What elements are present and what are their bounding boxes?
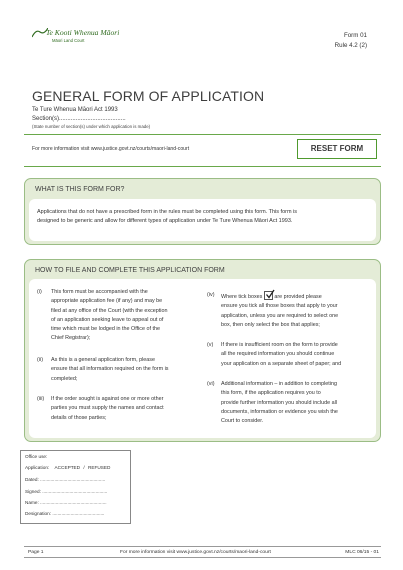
form-number: Form 01 [343,32,367,39]
court-logo [34,28,119,43]
form-number-block [335,31,367,50]
page-footer [24,546,381,558]
divider-bottom [24,166,381,167]
section-field[interactable]: Section(s)........................................ [32,115,126,122]
tick-box-example [264,291,273,300]
what-line: Applications that do not have a prescribed form in the rules must be completed using this form. This form is [37,209,298,215]
item-number: (iv) [207,292,215,298]
page-title: GENERAL FORM OF APPLICATION [32,88,265,104]
what-panel-body [29,199,376,241]
logo-name: Te Kooti Whenua Māori [46,28,120,37]
item-text: As this is a general application form, please ensure that all information required on the form is completed; [51,357,169,382]
status-separator: / [83,465,85,470]
office-use-heading: Office use: [25,454,48,459]
more-info-text: For more information visit www.justice.govt.nz/courts/maori-land-court [32,146,190,152]
section-hint: (State number of section(s) under which application is made) [32,124,151,130]
item-text: If there is insufficient room on the form to provide all the required information you should continue your application on a separate sheet of paper; and [221,342,342,367]
reset-form-button[interactable]: RESET FORM [297,139,377,159]
act-name: Te Ture Whenua Māori Act 1993 [32,107,118,113]
page-number: Page 1 [28,550,44,555]
logo-subtitle: Māori Land Court [52,38,85,43]
what-line: designed to be generic and allow for different types of application under Te Ture Whenua Māori Act 1993. [37,218,293,225]
form-code: MLC 06/15 - 01 [345,550,379,555]
footer-info: For more information visit www.justice.govt.nz/courts/maori-land-court [120,550,271,555]
item-number: (iii) [37,396,45,402]
divider-top [24,134,381,135]
how-panel-body [29,279,376,438]
signed-field[interactable]: Signed: .................................................. [25,489,108,494]
what-panel-text [37,208,368,226]
check-mark-icon [265,289,275,299]
item-number: (ii) [37,357,43,363]
item-text: This form must be accompanied with the appropriate application fee (if any) and may be filed at any office of the Court (with the exception of an application seeking leave to appeal out of time which must be lodged in the Office of the Chief Registrar); [51,289,168,342]
how-panel-title: HOW TO FILE AND COMPLETE THIS APPLICATION FORM [35,267,225,274]
designation-field[interactable]: Designation: ........................................ [25,511,105,516]
item-number: (i) [37,289,42,295]
dated-field[interactable]: Dated: .................................................. [25,477,106,482]
what-panel-title: WHAT IS THIS FORM FOR? [35,186,125,193]
rule-number: Rule 4.2 (2) [334,41,367,49]
item-number: (vi) [207,381,215,387]
refused-option[interactable]: REFUSED [88,465,111,470]
accepted-option[interactable]: ACCEPTED [54,465,81,470]
application-label: Application: [25,465,50,470]
how-to-file-panel [24,259,381,442]
name-field[interactable]: Name: ................................................... [25,500,107,505]
act-block [32,106,150,132]
land-court-emblem-icon [32,28,48,38]
item-text: If the order sought is against one or more other parties you must supply the names and contact details of those parties; [51,396,164,421]
item-text: Where tick boxes are provided please ensure you tick all those boxes that apply to your application, unless you are required to select one box, then only select the box that applies; [221,291,338,330]
office-use-box [20,450,131,524]
what-is-this-form-panel [24,178,381,245]
item-text: Additional information – in addition to completing this form, if the application requires you to provide further information you should include all documents, information or evidence you wish the Court to consider. [221,381,338,424]
application-status-row [25,465,110,470]
item-number: (v) [207,342,214,348]
